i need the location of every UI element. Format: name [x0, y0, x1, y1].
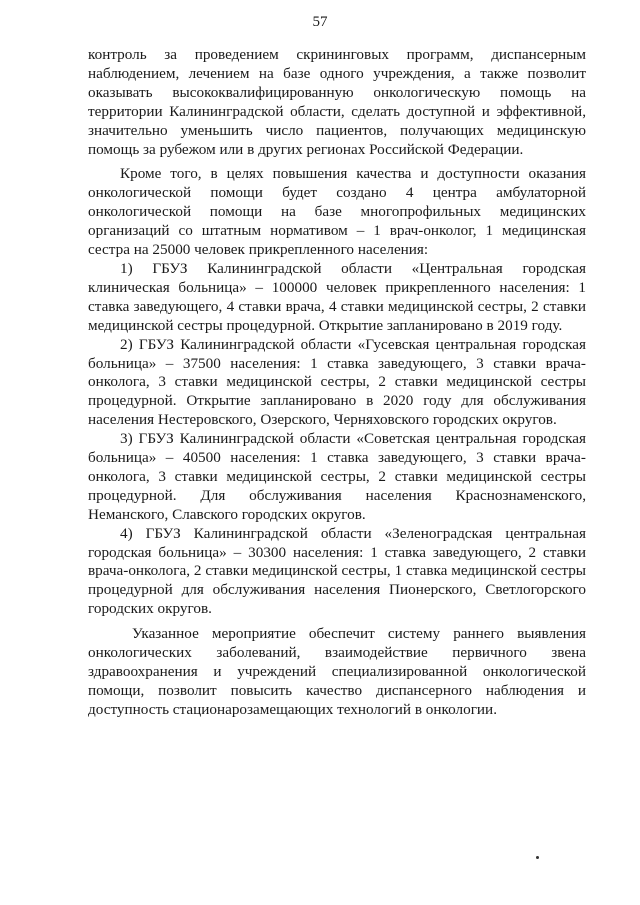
page-number: 57 [312, 14, 328, 30]
paragraph-conclusion: Указанное мероприятие обеспечит систему раннего выявления онкологических заболеваний, взаимодействие первичного звена здравоохранения и учреждений специализированной онкологической помощи, позволит повысить качество диспансерного наблюдения и доступность стационарозамещающих технологий в онкологии. [88, 625, 586, 718]
paragraph-item-1: 1) ГБУЗ Калининградской области «Центральная городская клиническая больница» – 100000 человек прикрепленного населения: 1 ставка заведующего, 4 ставки врача, 4 ставки медицинской сестры, 2 ставки медицинской сестры процедурной. Открытие запланировано в 2019 году. [88, 259, 586, 334]
scan-speck [536, 856, 539, 859]
paragraph-centers-intro: Кроме того, в целях повышения качества и доступности оказания онкологической помощи будет создано 4 центра амбулаторной онкологической помощи на базе многопрофильных медицинских организаций со штатным нормативом – 1 врач-онколог, 1 медицинская сестра на 25000 человек прикрепленного населения: [88, 165, 586, 259]
paragraph-item-3: 3) ГБУЗ Калининградской области «Советская центральная городская больница» – 40500 населения: 1 ставка заведующего, 3 ставки врача-онколога, 3 ставки медицинской сестры, 2 ставки медицинской сестры процедурной. Для обслуживания населения Краснознаменского, Неманского, Славского городских округов. [88, 430, 586, 523]
paragraph-item-2: 2) ГБУЗ Калининградской области «Гусевская центральная городская больница» – 37500 населения: 1 ставка заведующего, 3 ставки врача-онколога, 3 ставки медицинской сестры, 2 ставки медицинской сестры процедурной. Открытие запланировано в 2020 году для обслуживания населения Нестеровского, Озерского, Черняховского городских округов. [88, 335, 586, 429]
paragraph-item-4: 4) ГБУЗ Калининградской области «Зеленоградская центральная городская больница» – 30300 населения: 1 ставка заведующего, 2 ставки врача-онколога, 2 ставки медицинской сестры, 1 ставка медицинской сестры процедурной для обслуживания населения Пионерского, Светлогорского городских округов. [88, 524, 586, 618]
paragraph-continuation: контроль за проведением скрининговых программ, диспансерным наблюдением, лечением на базе одного учреждения, а также позволит оказывать высококвалифицированную онкологическую помощь на территории Калининградской области, сделать доступной и эффективной, значительно уменьшить число пациентов, получающих медицинскую помощь за рубежом или в других регионах Российской Федерации. [88, 46, 586, 158]
document-body [88, 46, 586, 720]
